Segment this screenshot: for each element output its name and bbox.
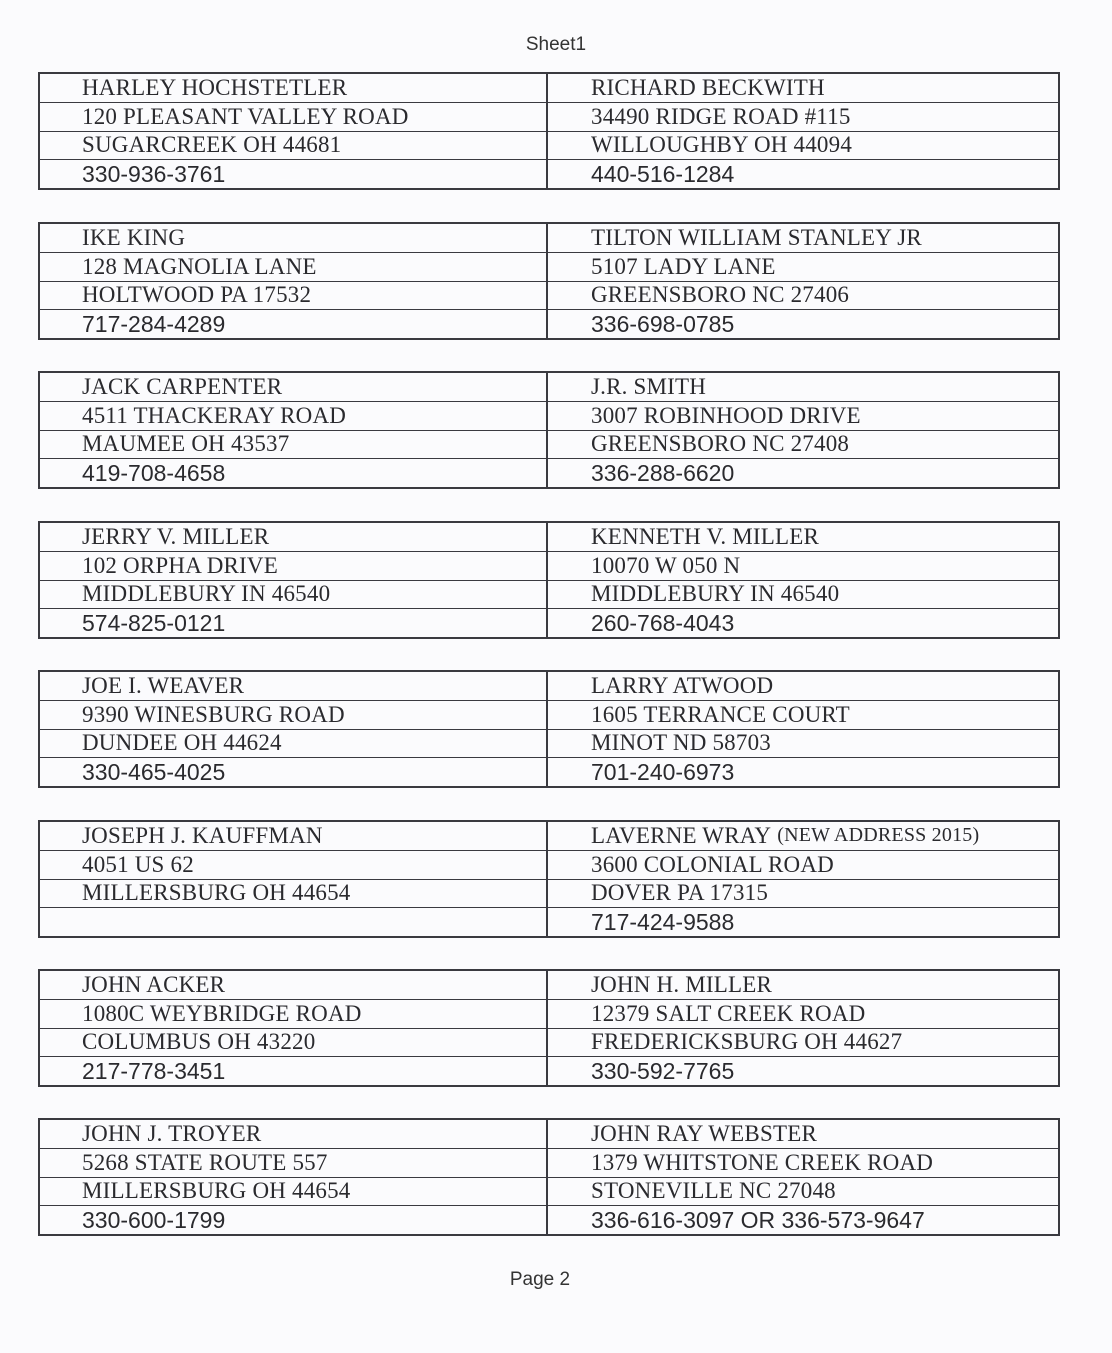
contact-name: JOSEPH J. KAUFFMAN xyxy=(40,822,546,851)
phone-number: 717-284-4289 xyxy=(82,310,226,337)
city-state-zip: COLUMBUS OH 43220 xyxy=(40,1029,546,1058)
address-card-left xyxy=(40,373,548,487)
street-address: 10070 W 050 N xyxy=(548,552,1058,581)
address-card-left xyxy=(40,672,548,786)
city-state-zip: DUNDEE OH 44624 xyxy=(40,730,546,759)
address-block xyxy=(38,1118,1060,1236)
city-state-zip: WILLOUGHBY OH 44094 xyxy=(548,132,1058,161)
address-card-right xyxy=(548,373,1058,487)
phone-number: 336-288-6620 xyxy=(591,459,735,486)
city-state-zip: MINOT ND 58703 xyxy=(548,730,1058,759)
city-state-zip: MILLERSBURG OH 44654 xyxy=(40,1178,546,1207)
address-card-right xyxy=(548,74,1058,188)
street-address: 120 PLEASANT VALLEY ROAD xyxy=(40,103,546,132)
contact-name: J.R. SMITH xyxy=(548,373,1058,402)
contact-name: TILTON WILLIAM STANLEY JR xyxy=(548,224,1058,253)
address-card-right xyxy=(548,822,1058,936)
address-card-left xyxy=(40,74,548,188)
contact-name: LARRY ATWOOD xyxy=(548,672,1058,701)
phone-number: 717-424-9588 xyxy=(591,908,735,935)
sheet-title: Sheet1 xyxy=(525,34,587,55)
contact-name: JACK CARPENTER xyxy=(40,373,546,402)
phone-number: 336-698-0785 xyxy=(591,310,735,337)
phone-number: 260-768-4043 xyxy=(591,609,735,636)
address-card-right xyxy=(548,971,1058,1085)
contact-name: JERRY V. MILLER xyxy=(40,523,546,552)
street-address: 3007 ROBINHOOD DRIVE xyxy=(548,402,1058,431)
address-block xyxy=(38,820,1060,938)
contact-name: HARLEY HOCHSTETLER xyxy=(40,74,546,103)
city-state-zip: MILLERSBURG OH 44654 xyxy=(40,880,546,909)
contact-name: LAVERNE WRAY xyxy=(591,822,772,848)
street-address: 1080C WEYBRIDGE ROAD xyxy=(40,1000,546,1029)
city-state-zip: GREENSBORO NC 27406 xyxy=(548,282,1058,311)
contact-name: JOHN ACKER xyxy=(40,971,546,1000)
city-state-zip: GREENSBORO NC 27408 xyxy=(548,431,1058,460)
contact-name: JOE I. WEAVER xyxy=(40,672,546,701)
city-state-zip: HOLTWOOD PA 17532 xyxy=(40,282,546,311)
street-address: 3600 COLONIAL ROAD xyxy=(548,851,1058,880)
address-card-right xyxy=(548,672,1058,786)
address-note: (NEW ADDRESS 2015) xyxy=(777,824,980,847)
street-address: 5107 LADY LANE xyxy=(548,253,1058,282)
phone-number: 330-936-3761 xyxy=(82,160,226,187)
address-card-right xyxy=(548,1120,1058,1234)
city-state-zip: SUGARCREEK OH 44681 xyxy=(40,132,546,161)
contact-name-row xyxy=(548,822,1058,851)
address-card-left xyxy=(40,224,548,338)
address-block xyxy=(38,371,1060,489)
phone-number: 330-465-4025 xyxy=(82,758,226,785)
city-state-zip: MAUMEE OH 43537 xyxy=(40,431,546,460)
contact-name: JOHN RAY WEBSTER xyxy=(548,1120,1058,1149)
contact-name: RICHARD BECKWITH xyxy=(548,74,1058,103)
phone-number: 330-592-7765 xyxy=(591,1057,735,1084)
street-address: 12379 SALT CREEK ROAD xyxy=(548,1000,1058,1029)
contact-name: KENNETH V. MILLER xyxy=(548,523,1058,552)
city-state-zip: STONEVILLE NC 27048 xyxy=(548,1178,1058,1207)
address-card-left xyxy=(40,1120,548,1234)
phone-number: 574-825-0121 xyxy=(82,609,226,636)
address-block xyxy=(38,521,1060,639)
street-address: 102 ORPHA DRIVE xyxy=(40,552,546,581)
contact-name: JOHN J. TROYER xyxy=(40,1120,546,1149)
city-state-zip: DOVER PA 17315 xyxy=(548,880,1058,909)
street-address: 5268 STATE ROUTE 557 xyxy=(40,1149,546,1178)
address-card-right xyxy=(548,523,1058,637)
address-block xyxy=(38,670,1060,788)
street-address: 4051 US 62 xyxy=(40,851,546,880)
street-address: 9390 WINESBURG ROAD xyxy=(40,701,546,730)
address-block xyxy=(38,969,1060,1087)
phone-number xyxy=(40,908,546,936)
phone-number: 217-778-3451 xyxy=(82,1057,226,1084)
phone-number: 336-616-3097 OR 336-573-9647 xyxy=(591,1206,925,1233)
contact-name: IKE KING xyxy=(40,224,546,253)
phone-number: 419-708-4658 xyxy=(82,459,226,486)
address-card-left xyxy=(40,971,548,1085)
address-card-left xyxy=(40,822,548,936)
phone-number: 330-600-1799 xyxy=(82,1206,226,1233)
contact-name: JOHN H. MILLER xyxy=(548,971,1058,1000)
address-block xyxy=(38,72,1060,190)
page-number: Page 2 xyxy=(509,1269,571,1290)
phone-number: 440-516-1284 xyxy=(591,160,735,187)
city-state-zip: MIDDLEBURY IN 46540 xyxy=(548,581,1058,610)
street-address: 34490 RIDGE ROAD #115 xyxy=(548,103,1058,132)
address-block xyxy=(38,222,1060,340)
street-address: 4511 THACKERAY ROAD xyxy=(40,402,546,431)
city-state-zip: FREDERICKSBURG OH 44627 xyxy=(548,1029,1058,1058)
address-card-left xyxy=(40,523,548,637)
street-address: 1605 TERRANCE COURT xyxy=(548,701,1058,730)
street-address: 128 MAGNOLIA LANE xyxy=(40,253,546,282)
address-card-right xyxy=(548,224,1058,338)
phone-number: 701-240-6973 xyxy=(591,758,735,785)
street-address: 1379 WHITSTONE CREEK ROAD xyxy=(548,1149,1058,1178)
city-state-zip: MIDDLEBURY IN 46540 xyxy=(40,581,546,610)
